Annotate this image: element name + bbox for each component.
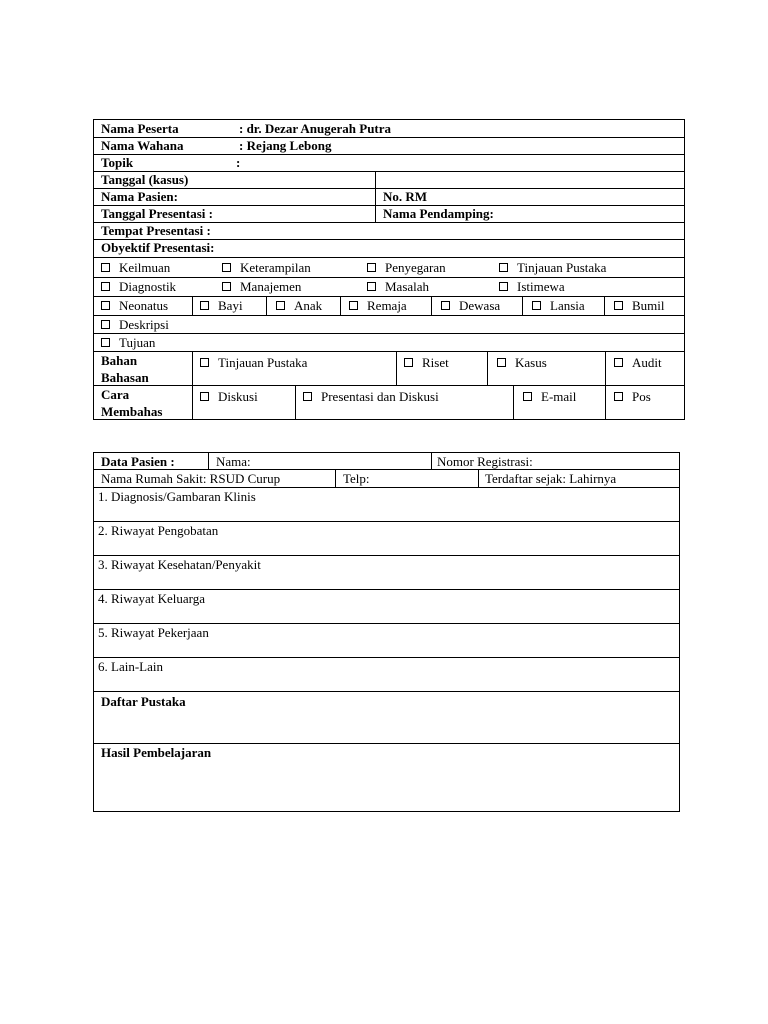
bahan-audit[interactable]: Audit [614,355,662,370]
nama-pendamping-label: Nama Pendamping: [383,206,494,221]
bahasan-label: Bahasan [101,370,149,385]
cara-diskusi[interactable]: Diskusi [200,389,258,404]
option-masalah[interactable]: Masalah [367,279,429,294]
option-tujuan[interactable]: Tujuan [101,335,155,350]
nama-label: Nama: [216,454,251,469]
nomor-registrasi-label: Nomor Registrasi: [437,454,533,469]
option-istimewa[interactable]: Istimewa [499,279,565,294]
cara-email[interactable]: E-mail [523,389,576,404]
checkbox-icon[interactable] [441,301,450,310]
nama-pasien-label: Nama Pasien: [101,189,178,204]
checkbox-icon[interactable] [101,301,110,310]
checkbox-icon[interactable] [222,282,231,291]
item-diagnosis: 1. Diagnosis/Gambaran Klinis [98,489,256,504]
checkbox-icon[interactable] [367,282,376,291]
daftar-pustaka-label: Daftar Pustaka [101,694,186,709]
nama-wahana-value: : Rejang Lebong [239,138,332,153]
option-diagnostik[interactable]: Diagnostik [101,279,176,294]
topik-label: Topik [101,155,134,170]
checkbox-icon[interactable] [101,263,110,272]
no-rm-label: No. RM [383,189,428,204]
checkbox-icon[interactable] [349,301,358,310]
terdaftar-label: Terdaftar sejak: Lahirnya [485,471,617,486]
tanggal-presentasi-label: Tanggal Presentasi : [101,206,213,221]
rumah-sakit-label: Nama Rumah Sakit: RSUD Curup [101,471,281,486]
option-lansia[interactable]: Lansia [532,298,585,313]
option-manajemen[interactable]: Manajemen [222,279,301,294]
option-deskripsi[interactable]: Deskripsi [101,317,169,332]
option-neonatus[interactable]: Neonatus [101,298,168,313]
checkbox-icon[interactable] [101,338,110,347]
checkbox-icon[interactable] [222,263,231,272]
option-keilmuan[interactable]: Keilmuan [101,260,170,275]
option-bumil[interactable]: Bumil [614,298,665,313]
nama-peserta-value: : dr. Dezar Anugerah Putra [239,121,392,136]
item-lain-lain: 6. Lain-Lain [98,659,163,674]
checkbox-icon[interactable] [499,263,508,272]
checkbox-icon[interactable] [499,282,508,291]
checkbox-icon[interactable] [276,301,285,310]
membahas-label: Membahas [101,404,163,419]
item-riwayat-keluarga: 4. Riwayat Keluarga [98,591,205,606]
option-dewasa[interactable]: Dewasa [441,298,500,313]
nama-peserta-label: Nama Peserta [101,121,179,136]
checkbox-icon[interactable] [523,392,532,401]
item-riwayat-pekerjaan: 5. Riwayat Pekerjaan [98,625,209,640]
checkbox-icon[interactable] [200,358,209,367]
option-anak[interactable]: Anak [276,298,322,313]
checkbox-icon[interactable] [101,282,110,291]
checkbox-icon[interactable] [101,320,110,329]
checkbox-icon[interactable] [614,301,623,310]
checkbox-icon[interactable] [200,392,209,401]
checkbox-icon[interactable] [303,392,312,401]
cara-label: Cara [101,387,130,402]
checkbox-icon[interactable] [532,301,541,310]
topik-value: : [236,155,241,170]
hasil-pembelajaran-label: Hasil Pembelajaran [101,745,212,760]
item-riwayat-pengobatan: 2. Riwayat Pengobatan [98,523,219,538]
checkbox-icon[interactable] [367,263,376,272]
checkbox-icon[interactable] [200,301,209,310]
nama-wahana-label: Nama Wahana [101,138,184,153]
tanggal-kasus-label: Tanggal (kasus) [101,172,189,187]
data-pasien-label: Data Pasien : [101,454,175,469]
bahan-kasus[interactable]: Kasus [497,355,547,370]
cara-presentasi-diskusi[interactable]: Presentasi dan Diskusi [303,389,439,404]
checkbox-icon[interactable] [614,358,623,367]
bahan-riset[interactable]: Riset [404,355,449,370]
option-tinjauan-pustaka[interactable]: Tinjauan Pustaka [499,260,606,275]
checkbox-icon[interactable] [497,358,506,367]
option-penyegaran[interactable]: Penyegaran [367,260,446,275]
option-remaja[interactable]: Remaja [349,298,407,313]
option-bayi[interactable]: Bayi [200,298,243,313]
cara-pos[interactable]: Pos [614,389,651,404]
checkbox-icon[interactable] [404,358,413,367]
item-riwayat-kesehatan: 3. Riwayat Kesehatan/Penyakit [98,557,261,572]
bahan-label: Bahan [101,353,138,368]
checkbox-icon[interactable] [614,392,623,401]
obyektif-presentasi-label: Obyektif Presentasi: [101,240,215,255]
telp-label: Telp: [343,471,370,486]
option-keterampilan[interactable]: Keterampilan [222,260,311,275]
tempat-presentasi-label: Tempat Presentasi : [101,223,211,238]
bahan-tinjauan-pustaka[interactable]: Tinjauan Pustaka [200,355,307,370]
